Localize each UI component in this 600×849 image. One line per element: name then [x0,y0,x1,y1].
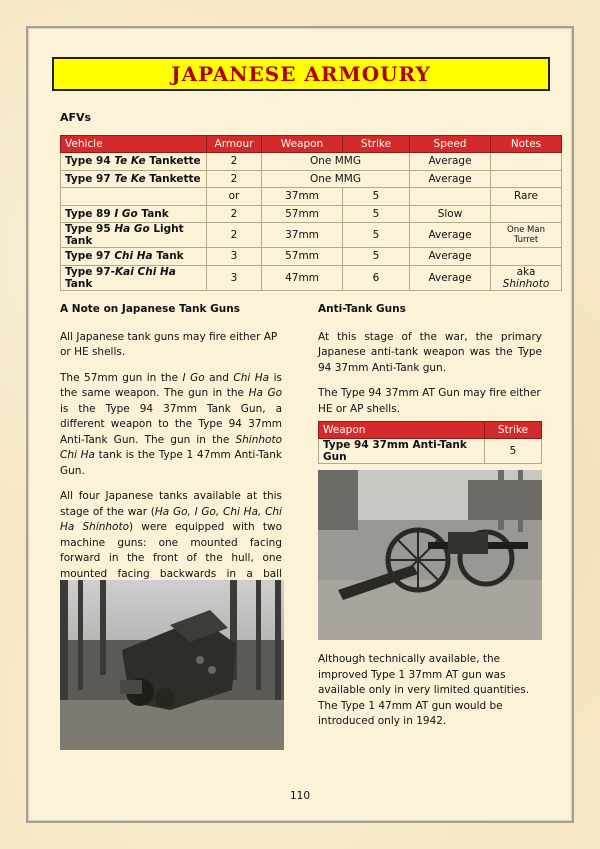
tank-guns-p2: The 57mm gun in the I Go and Chi Ha is the same weapon. The gun in the Ha Go is the Type 94 37mm Tank Gun, a different weapon to the Type 94 37mm Anti-Tank Gun. The gun in the Shinhoto Chi Ha tank is the Type 1 47mm Anti-Tank Gun. [60,371,283,477]
notes-cell [491,170,562,188]
vehicle-cell [61,188,207,206]
table-row [61,248,562,266]
strike-cell: 5 [343,248,410,266]
tank-wreck-image [60,580,284,750]
at-gun-table-header [319,422,542,439]
strike-cell: 5 [343,205,410,223]
weapon-cell: 57mm [262,205,343,223]
armour-cell: or [207,188,262,206]
col-strike: Strike [343,136,410,153]
vehicle-cell: Type 97 Te Ke Tankette [61,170,207,188]
weapon-cell: 37mm [262,188,343,206]
vehicle-cell: Type 94 Te Ke Tankette [61,153,207,171]
notes-cell [491,248,562,266]
speed-cell: Slow [410,205,491,223]
notes-cell: One Man Turret [491,223,562,248]
anti-tank-column-2 [318,652,542,740]
armour-cell: 2 [207,153,262,171]
table-row [61,188,562,206]
col-vehicle: Vehicle [61,136,207,153]
tank-guns-p3: All four Japanese tanks available at this stage of the war (Ha Go, I Go, Chi Ha, Chi Ha Shinhoto) were equipped with two machine guns: one mounted facing forward in the front of the hull, one mounted facing backwards in a ball [60,490,282,580]
tank-guns-heading: A Note on Japanese Tank Guns [60,303,240,315]
at-gun-table [318,421,542,464]
weapon-cell: One MMG [262,153,410,171]
afv-table [60,135,562,291]
at-gun-image [318,470,542,640]
col-speed: Speed [410,136,491,153]
notes-cell: aka Shinhoto [491,265,562,290]
table-row [61,205,562,223]
tank-guns-p1: All Japanese tank guns may fire either AP or HE shells. [60,330,278,358]
anti-tank-p2: The Type 94 37mm AT Gun may fire either HE or AP shells. [318,387,541,415]
anti-tank-heading: Anti-Tank Guns [318,303,406,315]
col-armour: Armour [207,136,262,153]
at-gun-photo [318,470,542,640]
armour-cell: 3 [207,248,262,266]
strike-cell: 6 [343,265,410,290]
notes-cell [491,153,562,171]
strike-cell: 5 [343,188,410,206]
anti-tank-column [318,302,542,427]
speed-cell: Average [410,153,491,171]
table-row [61,265,562,290]
table-row [319,439,542,464]
col-at-weapon: Weapon [319,422,485,439]
weapon-cell: 47mm [262,265,343,290]
notes-cell: Rare [491,188,562,206]
speed-cell [410,188,491,206]
vehicle-cell: Type 89 I Go Tank [61,205,207,223]
weapon-cell: One MMG [262,170,410,188]
col-notes: Notes [491,136,562,153]
afv-table-header [61,136,562,153]
vehicle-cell: Type 95 Ha Go Light Tank [61,223,207,248]
at-gun-name: Type 94 37mm Anti-Tank Gun [319,439,485,464]
armour-cell: 2 [207,223,262,248]
speed-cell: Average [410,223,491,248]
tank-guns-column [60,302,282,608]
title-banner [52,57,550,91]
armour-cell: 2 [207,205,262,223]
speed-cell: Average [410,170,491,188]
page-number: 110 [289,790,311,802]
anti-tank-p3: Although technically available, the improved Type 1 37mm AT gun was available only in very limited quantities. The Type 1 47mm AT gun would be introduced only in 1942. [318,653,530,727]
vehicle-cell: Type 97-Kai Chi Ha Tank [61,265,207,290]
speed-cell: Average [410,265,491,290]
table-row [61,223,562,248]
tank-wreck-photo [60,580,284,750]
armour-cell: 3 [207,265,262,290]
table-row [61,153,562,171]
afv-table-body [61,153,562,291]
table-row [61,170,562,188]
strike-cell: 5 [343,223,410,248]
col-at-strike: Strike [485,422,542,439]
weapon-cell: 37mm [262,223,343,248]
weapon-cell: 57mm [262,248,343,266]
anti-tank-p1: At this stage of the war, the primary Japanese anti-tank weapon was the Type 94 37mm Anti-Tank gun. [318,330,542,374]
speed-cell: Average [410,248,491,266]
afvs-heading: AFVs [60,111,92,124]
at-gun-strike: 5 [485,439,542,464]
armour-cell: 2 [207,170,262,188]
notes-cell [491,205,562,223]
col-weapon: Weapon [262,136,343,153]
page-title: JAPANESE ARMOURY [171,62,431,86]
vehicle-cell: Type 97 Chi Ha Tank [61,248,207,266]
